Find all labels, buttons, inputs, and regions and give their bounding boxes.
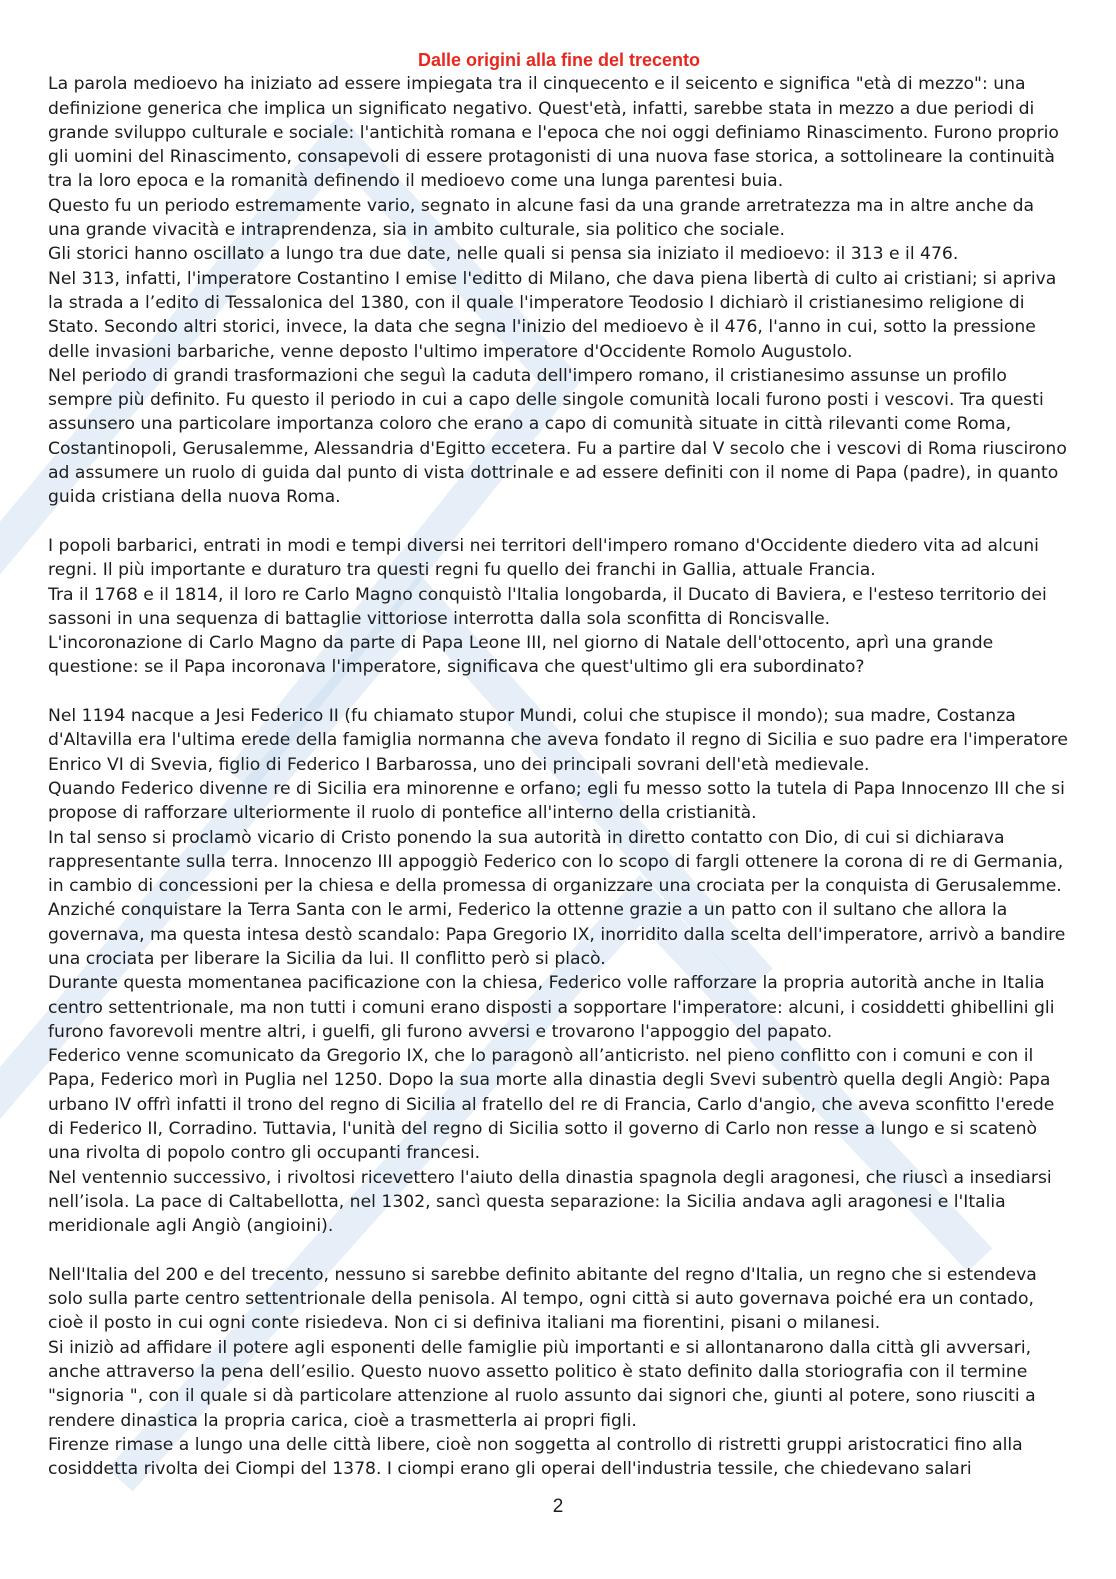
paragraph-spacer (48, 510, 1070, 534)
paragraph-12: Durante questa momentanea pacificazione con la chiesa, Federico volle rafforzare la propria autorità anche in Italia centro settentrionale, ma non tutti i comuni erano disposti a sopportare l'imperatore: alcuni, i cosiddetti ghibellini gli furono favorevoli mentre altri, i guelfi, gli furono avversi e trovarono l'appoggio del papato. (48, 973, 1055, 1042)
document-title: Dalle origini alla fine del trecento (417, 50, 701, 70)
paragraph-8: L'incoronazione di Carlo Magno da parte di Papa Leone III, nel giorno di Natale dell'ottocento, aprì una grande questione: se il Papa incoronava l'imperatore, significava che quest'ultimo gli era subordinato? (48, 633, 994, 678)
paragraph-11: In tal senso si proclamò vicario di Cristo ponendo la sua autorità in diretto contatto con Dio, di cui si dichiarava rappresentante sulla terra. Innocenzo III appoggiò Federico con lo scopo di fargli ottenere la corona di re di Germania, in cambio di concessioni per la chiesa e della promessa di organizzare una crociata per la conquista di Gerusalemme. Anziché conquistare la Terra Santa con le armi, Federico la ottenne grazie a un patto con il sultano che allora la governava, ma questa intesa destò scandalo: Papa Gregorio IX, inorridito dalla scelta dell'imperatore, arrivò a bandire una crociata per liberare la Sicilia da lui. Il conflitto però si placò. (48, 827, 1066, 969)
paragraph-5: Nel periodo di grandi trasformazioni che seguì la caduta dell'impero romano, il cristianesimo assunse un profilo sempre più definito. Fu questo il periodo in cui a capo delle singole comunità locali furono posti i vescovi. Tra questi assunsero una particolare importanza coloro che erano a capo di comunità situate in città rilevanti come Roma, Costantinopoli, Gerusalemme, Alessandria d'Egitto eccetera. Fu a partire dal V secolo che i vescovi di Roma riuscirono ad assumere un ruolo di guida dal punto di vista dottrinale e ad essere definiti con il nome di Papa (padre), in quanto guida cristiana della nuova Roma. (48, 365, 1067, 508)
paragraph-15: Nell'Italia del 200 e del trecento, nessuno si sarebbe definito abitante del regno d'Italia, un regno che si estendeva solo sulla parte centro settentrionale della penisola. Al tempo, ogni città si auto governava poiché era un contado, cioè il posto in cui ogni conte risiedeva. Non ci si definiva italiani ma fiorentini, pisani o milanesi. (48, 1264, 1037, 1334)
paragraph-10: Quando Federico divenne re di Sicilia era minorenne e orfano; egli fu messo sotto la tutela di Papa Innocenzo III che si propose di rafforzare ulteriormente il ruolo di pontefice all'interno della cristianità. (48, 778, 1065, 824)
paragraph-7: Tra il 1768 e il 1814, il loro re Carlo Magno conquistò l'Italia longobarda, il Ducato di Baviera, e l'esteso territorio dei sassoni in una sequenza di battaglie vittoriose interrotta dalla sola sconfitta di Roncisvalle. (48, 584, 1047, 629)
paragraph-spacer (48, 1239, 1070, 1263)
paragraph-13: Federico venne scomunicato da Gregorio IX, che lo paragonò all’anticristo. nel pieno conflitto con i comuni e con il Papa, Federico morì in Puglia nel 1250. Dopo la sua morte alla dinastia degli Svevi subentrò quella degli Angiò: Papa urbano IV offrì infatti il trono del regno di Sicilia al fratello del re di Francia, Carlo d'angio, che aveva sconfitto l'erede di Federico II, Corradino. Tuttavia, l'unità del regno di Sicilia sotto il governo di Carlo non resse a lungo e si scatenò una rivolta di popolo contro gli occupanti francesi. (48, 1046, 1055, 1164)
paragraph-6: I popoli barbarici, entrati in modi e tempi diversi nei territori dell'impero romano d'Occidente diedero vita ad alcuni regni. Il più importante e duraturo tra questi regni fu quello dei franchi in Gallia, attuale Francia. (48, 535, 1039, 581)
paragraph-1: La parola medioevo ha iniziato ad essere impiegata tra il cinquecento e il seicento e significa "età di mezzo": una definizione generica che implica un significato negativo. Quest'età, infatti, sarebbe stata in mezzo a due periodi di grande sviluppo culturale e sociale: l'antichità romana e l'epoca che noi oggi definiamo Rinascimento. Furono proprio gli uomini del Rinascimento, consapevoli di essere protagonisti di una nuova fase storica, a sottolineare la continuità tra la loro epoca e la romanità definendo il medioevo come una lunga parentesi buia. (48, 74, 1059, 192)
paragraph-spacer (48, 680, 1070, 704)
paragraph-14: Nel ventennio successivo, i rivoltosi ricevettero l'aiuto della dinastia spagnola degli aragonesi, che riuscì a insediarsi nell’isola. La pace di Caltabellotta, nel 1302, sancì questa separazione: la Sicilia andava agli aragonesi e l'Italia meridionale agli Angiò (angioini). (48, 1167, 1052, 1237)
paragraph-2: Questo fu un periodo estremamente vario, segnato in alcune fasi da una grande arretratezza ma in altre anche da una grande vivacità e intraprendenza, sia in ambito culturale, sia politico che sociale. (48, 195, 1035, 241)
page-number: 2 (552, 1496, 564, 1517)
paragraph-9: Nel 1194 nacque a Jesi Federico II (fu chiamato stupor Mundi, colui che stupisce il mondo); sua madre, Costanza d'Altavilla era l'ultima erede della famiglia normanna che aveva fondato il regno di Sicilia e suo padre era l'imperatore Enrico VI di Svevia, figlio di Federico I Barbarossa, uno dei principali sovrani dell'età medievale. (48, 706, 1068, 775)
paragraph-3: Gli storici hanno oscillato a lungo tra due date, nelle quali si pensa sia iniziato il medioevo: il 313 e il 476. (48, 244, 959, 265)
paragraph-4: Nel 313, infatti, l'imperatore Costantino I emise l'editto di Milano, che dava piena libertà di culto ai cristiani; si apriva la strada a l’edito di Tessalonica del 1380, con il quale l'imperatore Teodosio I dichiarò il cristianesimo religione di Stato. Secondo altri storici, invece, la data che segna l'inizio del medioevo è il 476, l'anno in cui, sotto la pressione delle invasioni barbariche, venne deposto l'ultimo imperatore d'Occidente Romolo Augustolo. (48, 268, 1057, 362)
paragraph-16: Si iniziò ad affidare il potere agli esponenti delle famiglie più importanti e si allontanarono dalla città gli avversari, anche attraverso la pena dell’esilio. Questo nuovo assetto politico è stato definito dalla storiografia con il termine "signoria ", con il quale si dà particolare attenzione al ruolo assunto dai signori che, giunti al potere, sono riusciti a rendere dinastica la propria carica, cioè a trasmetterla ai propri figli. (48, 1337, 1036, 1431)
paragraph-17: Firenze rimase a lungo una delle città libere, cioè non soggetta al controllo di ristretti gruppi aristocratici fino alla cosiddetta rivolta dei Ciompi del 1378. I ciompi erano gli operai dell'industria tessile, che chiedevano salari (48, 1434, 1023, 1480)
document-body (48, 48, 1070, 1482)
